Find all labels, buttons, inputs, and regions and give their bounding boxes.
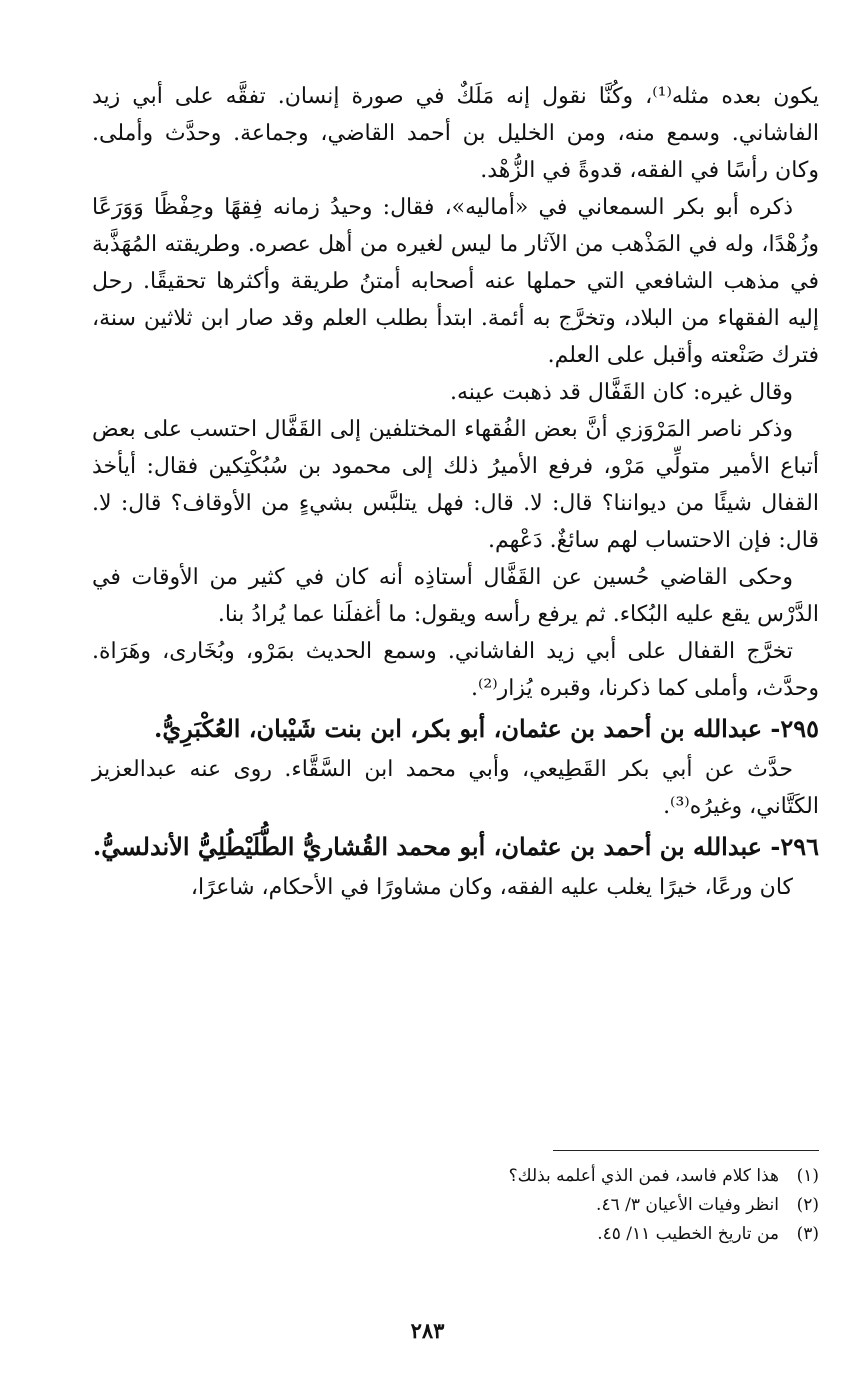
- paragraph: كان ورعًا، خيرًا يغلب عليه الفقه، وكان مشاورًا في الأحكام، شاعرًا،: [190, 875, 793, 900]
- entry-heading: ٢٩٥- عبدالله بن أحمد بن عثمان، أبو بكر، ابن بنت شَيْبان، العُكْبَرِيُّ.: [154, 714, 819, 743]
- paragraph: ذكره أبو بكر السمعاني في «أماليه»، فقال: وحيدُ زمانه فِقهًا وحِفْظًا وَوَرَعًا وزُهْدًا، وله في المَذْهب من الآثار ما ليس لغيره من أهل عصره. وطريقته المُهَذَّبة في مذهب الشافعي التي حملها عنه أصحابه أمتنُ طريقة وأكثرها تحقيقًا. رحل إليه الفقهاء من البلاد، وتخرَّج به أئمة. ابتدأ بطلب العلم وقد صار ابن ثلاثين سنة، فترك صَنْعته وأقبل على العلم.: [92, 195, 819, 368]
- footnote-number: (٢): [796, 1195, 819, 1215]
- paragraph: تخرَّج القفال على أبي زيد الفاشاني. وسمع الحديث بمَرْو، وبُخَارى، وهَرَاة. وحدَّث، وأملى كما ذكرنا، وقبره يُزار⁽²⁾.: [92, 639, 819, 701]
- footnotes: [92, 1162, 819, 1249]
- footnote-text: انظر وفيات الأعيان ٣/ ٤٦.: [596, 1195, 779, 1215]
- main-text: [92, 78, 819, 906]
- footnote-number: (١): [796, 1166, 819, 1186]
- footnote-text: من تاريخ الخطيب ١١/ ٤٥.: [597, 1224, 779, 1244]
- paragraph: وحكى القاضي حُسين عن القَفَّال أستاذِه أنه كان في كثير من الأوقات في الدَّرْس يقع عليه البُكاء. ثم يرفع رأسه ويقول: ما أغفلَنا عما يُرادُ بنا.: [92, 565, 819, 627]
- paragraph: وذكر ناصر المَرْوَزي أنَّ بعض الفُقهاء المختلفين إلى القَفَّال احتسب على بعض أتباع الأمير متولِّي مَرْو، فرفع الأميرُ ذلك إلى محمود بن سُبُكْتِكين فقال: أيأخذ القفال شيئًا من ديواننا؟ قال: لا. قال: فهل يتلبَّس بشيءٍ من الأوقاف؟ قال: لا. قال: فإن الاحتساب لهم سائغٌ. دَعْهم.: [92, 417, 819, 553]
- footnote-item: [92, 1191, 819, 1220]
- footnote-text: هذا كلام فاسد، فمن الذي أعلمه بذلك؟: [508, 1166, 779, 1186]
- page-number: ٢٨٣: [410, 1318, 445, 1343]
- paragraph: وقال غيره: كان القَفَّال قد ذهبت عينه.: [450, 380, 793, 405]
- entry-heading: ٢٩٦- عبدالله بن أحمد بن عثمان، أبو محمد القُشاريُّ الطُّلَيْطُلِيُّ الأندلسيُّ.: [92, 832, 819, 861]
- paragraph: حدَّث عن أبي بكر القَطِيعي، وأبي محمد ابن السَّقَّاء. روى عنه عبدالعزيز الكَتَّاني، وغيرُه⁽³⁾.: [92, 757, 819, 819]
- footnote-number: (٣): [796, 1224, 819, 1244]
- footnote-item: [92, 1220, 819, 1249]
- footnote-item: [92, 1162, 819, 1191]
- footnote-divider: [553, 1150, 819, 1151]
- paragraph: يكون بعده مثله⁽¹⁾، وكُنَّا نقول إنه مَلَكٌ في صورة إنسان. تفقَّه على أبي زيد الفاشاني. وسمع منه، ومن الخليل بن أحمد القاضي، وجماعة. وحدَّث وأملى. وكان رأسًا في الفقه، قدوةً في الزُّهْد.: [92, 84, 819, 183]
